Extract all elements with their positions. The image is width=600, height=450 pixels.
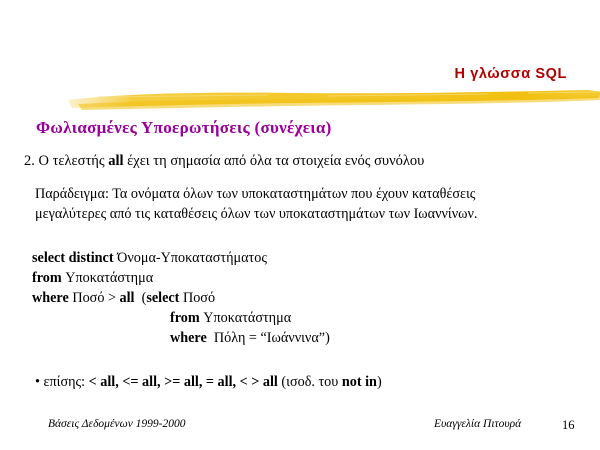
bullet-prefix: • επίσης: [35,374,89,390]
point-suffix: έχει τη σημασία από όλα τα στοιχεία ενός συνόλου [123,153,425,169]
sql-select-attribute: Όνομα-Υποκαταστήματος [113,250,267,266]
sql-where-line [32,288,267,308]
page-number: 16 [562,418,575,432]
point-keyword-all: all [108,153,124,169]
bullet-middle: (ισοδ. του [277,374,342,390]
sql-subquery-where-condition: Πόλη = “Ιωάννινα”) [206,330,330,346]
example-line-1: Παράδειγμα: Τα ονόματα όλων των υποκαταστημάτων που έχουν καταθέσεις [35,186,476,202]
comparison-operators-bullet [35,374,382,391]
slide-header-title: Η γλώσσα SQL [454,66,567,82]
sql-subquery-where-keyword: where [170,330,207,346]
sql-subquery-where-line [32,328,330,348]
example-text [35,184,477,224]
all-operator-definition [24,153,424,170]
footer-author: Ευαγγελία Πιτουρά [434,418,522,430]
sql-from-relation: Υποκατάστημα [61,270,154,286]
sql-from-line [32,268,267,288]
highlighter-brush-stroke [68,84,600,114]
sql-subquery-select-keyword: select [146,290,180,306]
sql-where-condition: Ποσό > [68,290,120,306]
sql-subquery-from-line [32,308,292,328]
section-title: Φωλιασμένες Υποερωτήσεις (συνέχεια) [36,118,332,137]
sql-query [32,248,330,348]
sql-where-keyword: where [32,290,69,306]
sql-select-keyword: select distinct [32,250,114,266]
sql-subquery-select-attribute: Ποσό [179,290,216,306]
sql-subquery-from-keyword: from [170,310,200,326]
bullet-operators: < all, <= all, >= all, = all, < > all [88,374,278,390]
sql-select-line [32,248,267,268]
point-prefix: 2. Ο τελεστής [24,153,109,169]
sql-open-paren: ( [134,290,147,306]
sql-from-keyword: from [32,270,62,286]
bullet-end: ) [376,374,382,390]
sql-all-keyword: all [119,290,135,306]
bullet-not-in: not in [341,374,377,390]
example-line-2: μεγαλύτερες από τις καταθέσεις όλων των υποκαταστημάτων των Ιωαννίνων. [35,206,478,222]
footer-course: Βάσεις Δεδομένων 1999-2000 [48,418,186,430]
sql-subquery-from-relation: Υποκατάστημα [199,310,292,326]
